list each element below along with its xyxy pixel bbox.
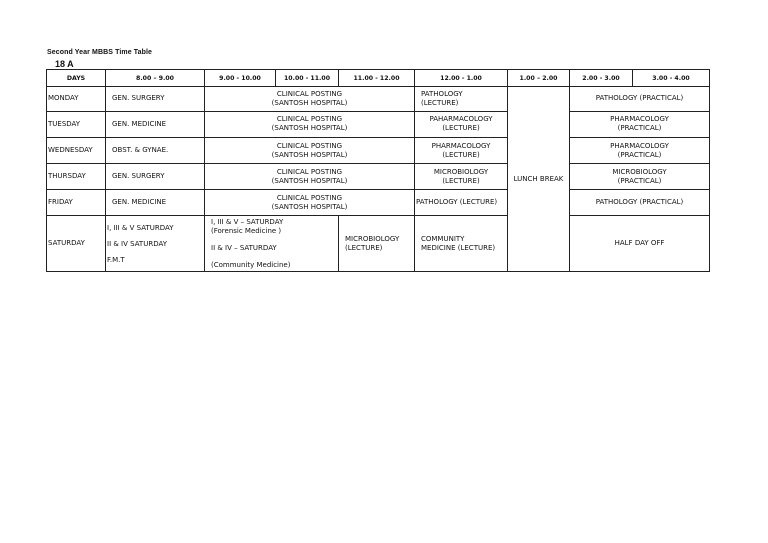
cell-tuesday-clinical — [205, 111, 415, 137]
subject-line-1: PATHOLOGY — [421, 89, 463, 98]
saturday-schedule-line: I, III & V SATURDAY — [107, 223, 174, 232]
clinical-line-2: (SANTOSH HOSPITAL) — [271, 124, 348, 133]
clinical-line-1: CLINICAL POSTING — [276, 167, 343, 176]
subject-line-1: MICROBIOLOGY — [433, 167, 489, 176]
cell-tuesday-8: GEN. MEDICINE — [106, 111, 205, 137]
cell-thursday-8: GEN. SURGERY — [106, 164, 205, 190]
table-row — [47, 164, 710, 190]
subject-line-2: (LECTURE) — [345, 243, 383, 252]
cell-thursday-clinical — [205, 164, 415, 190]
cell-lunch-break: LUNCH BREAK — [508, 87, 570, 272]
cell-friday-clinical — [205, 190, 415, 216]
cell-wednesday-clinical — [205, 137, 415, 164]
table-row — [47, 137, 710, 164]
subject-line-1: PAHARMACOLOGY — [429, 115, 493, 124]
cell-monday-12 — [415, 87, 508, 112]
saturday-subject-fmt: F.M.T — [107, 255, 125, 264]
clinical-line-2: (SANTOSH HOSPITAL) — [271, 150, 348, 159]
subject-line-1: MICROBIOLOGY — [612, 167, 667, 176]
day-wednesday: WEDNESDAY — [47, 137, 106, 164]
table-row — [47, 111, 710, 137]
day-saturday: SATURDAY — [47, 216, 106, 272]
cell-tuesday-afternoon — [570, 111, 710, 137]
cell-monday-clinical — [205, 87, 415, 112]
col-header-2-3: 2.00 - 3.00 — [570, 70, 633, 87]
page-title: Second Year MBBS Time Table — [47, 49, 153, 56]
col-header-1-2: 1.00 – 2.00 — [508, 70, 570, 87]
col-header-9-10: 9.00 - 10.00 — [205, 70, 276, 87]
subject-line-2: (LECTURE) — [442, 124, 480, 133]
cell-friday-12: PATHOLOGY (LECTURE) — [415, 190, 508, 216]
subject-line-2: (LECTURE) — [421, 98, 459, 107]
day-friday: FRIDAY — [47, 190, 106, 216]
subject-line-2: (LECTURE) — [442, 176, 480, 185]
clinical-line-1: CLINICAL POSTING — [276, 141, 343, 150]
cell-saturday-8 — [106, 216, 205, 272]
table-row — [47, 190, 710, 216]
col-header-12-1: 12.00 - 1.00 — [415, 70, 508, 87]
cell-saturday-12 — [415, 216, 508, 272]
cell-saturday-9-11 — [205, 216, 339, 272]
subject-line-2: (PRACTICAL) — [617, 150, 662, 159]
clinical-line-2: (SANTOSH HOSPITAL) — [271, 98, 348, 107]
cell-wednesday-12 — [415, 137, 508, 164]
col-header-11-12: 11.00 - 12.00 — [339, 70, 415, 87]
header-row — [47, 70, 710, 87]
saturday-schedule-line: I, III & V – SATURDAY — [211, 217, 284, 226]
subject-line-2: MEDICINE (LECTURE) — [421, 243, 496, 252]
subject-line-2: (PRACTICAL) — [617, 176, 662, 185]
cell-wednesday-afternoon — [570, 137, 710, 164]
cell-saturday-11 — [339, 216, 415, 272]
cell-monday-8: GEN. SURGERY — [106, 87, 205, 112]
subject-line-1: PHARMACOLOGY — [431, 141, 491, 150]
day-tuesday: TUESDAY — [47, 111, 106, 137]
saturday-schedule-line: (Community Medicine) — [211, 260, 291, 269]
cell-friday-8: GEN. MEDICINE — [106, 190, 205, 216]
timetable — [46, 69, 710, 272]
cell-saturday-afternoon: HALF DAY OFF — [570, 216, 710, 272]
cell-thursday-afternoon — [570, 164, 710, 190]
table-row — [47, 87, 710, 112]
col-header-10-11: 10.00 - 11.00 — [276, 70, 339, 87]
cell-wednesday-8: OBST. & GYNAE. — [106, 137, 205, 164]
clinical-line-2: (SANTOSH HOSPITAL) — [271, 202, 348, 211]
cell-monday-afternoon: PATHOLOGY (PRACTICAL) — [570, 87, 710, 112]
col-header-8-9: 8.00 – 9.00 — [106, 70, 205, 87]
batch-label: 18 A — [55, 59, 74, 69]
subject-line-2: (PRACTICAL) — [617, 124, 662, 133]
clinical-line-1: CLINICAL POSTING — [276, 193, 343, 202]
subject-line-1: PHARMACOLOGY — [610, 141, 669, 150]
subject-line-2: (LECTURE) — [442, 150, 480, 159]
clinical-line-2: (SANTOSH HOSPITAL) — [271, 176, 348, 185]
col-header-days: DAYS — [47, 70, 106, 87]
saturday-schedule-line: (Forensic Medicine ) — [211, 226, 282, 235]
day-monday: MONDAY — [47, 87, 106, 112]
saturday-schedule-line: II & IV – SATURDAY — [211, 243, 277, 252]
clinical-line-1: CLINICAL POSTING — [276, 89, 343, 98]
table-row — [47, 216, 710, 272]
cell-friday-afternoon: PATHOLOGY (PRACTICAL) — [570, 190, 710, 216]
subject-line-1: COMMUNITY — [421, 234, 465, 243]
day-thursday: THURSDAY — [47, 164, 106, 190]
saturday-schedule-line: II & IV SATURDAY — [107, 239, 167, 248]
cell-thursday-12 — [415, 164, 508, 190]
subject-line-1: MICROBIOLOGY — [345, 234, 400, 243]
cell-tuesday-12 — [415, 111, 508, 137]
subject-line-1: PHARMACOLOGY — [610, 115, 669, 124]
clinical-line-1: CLINICAL POSTING — [276, 115, 343, 124]
col-header-3-4: 3.00 - 4.00 — [633, 70, 710, 87]
